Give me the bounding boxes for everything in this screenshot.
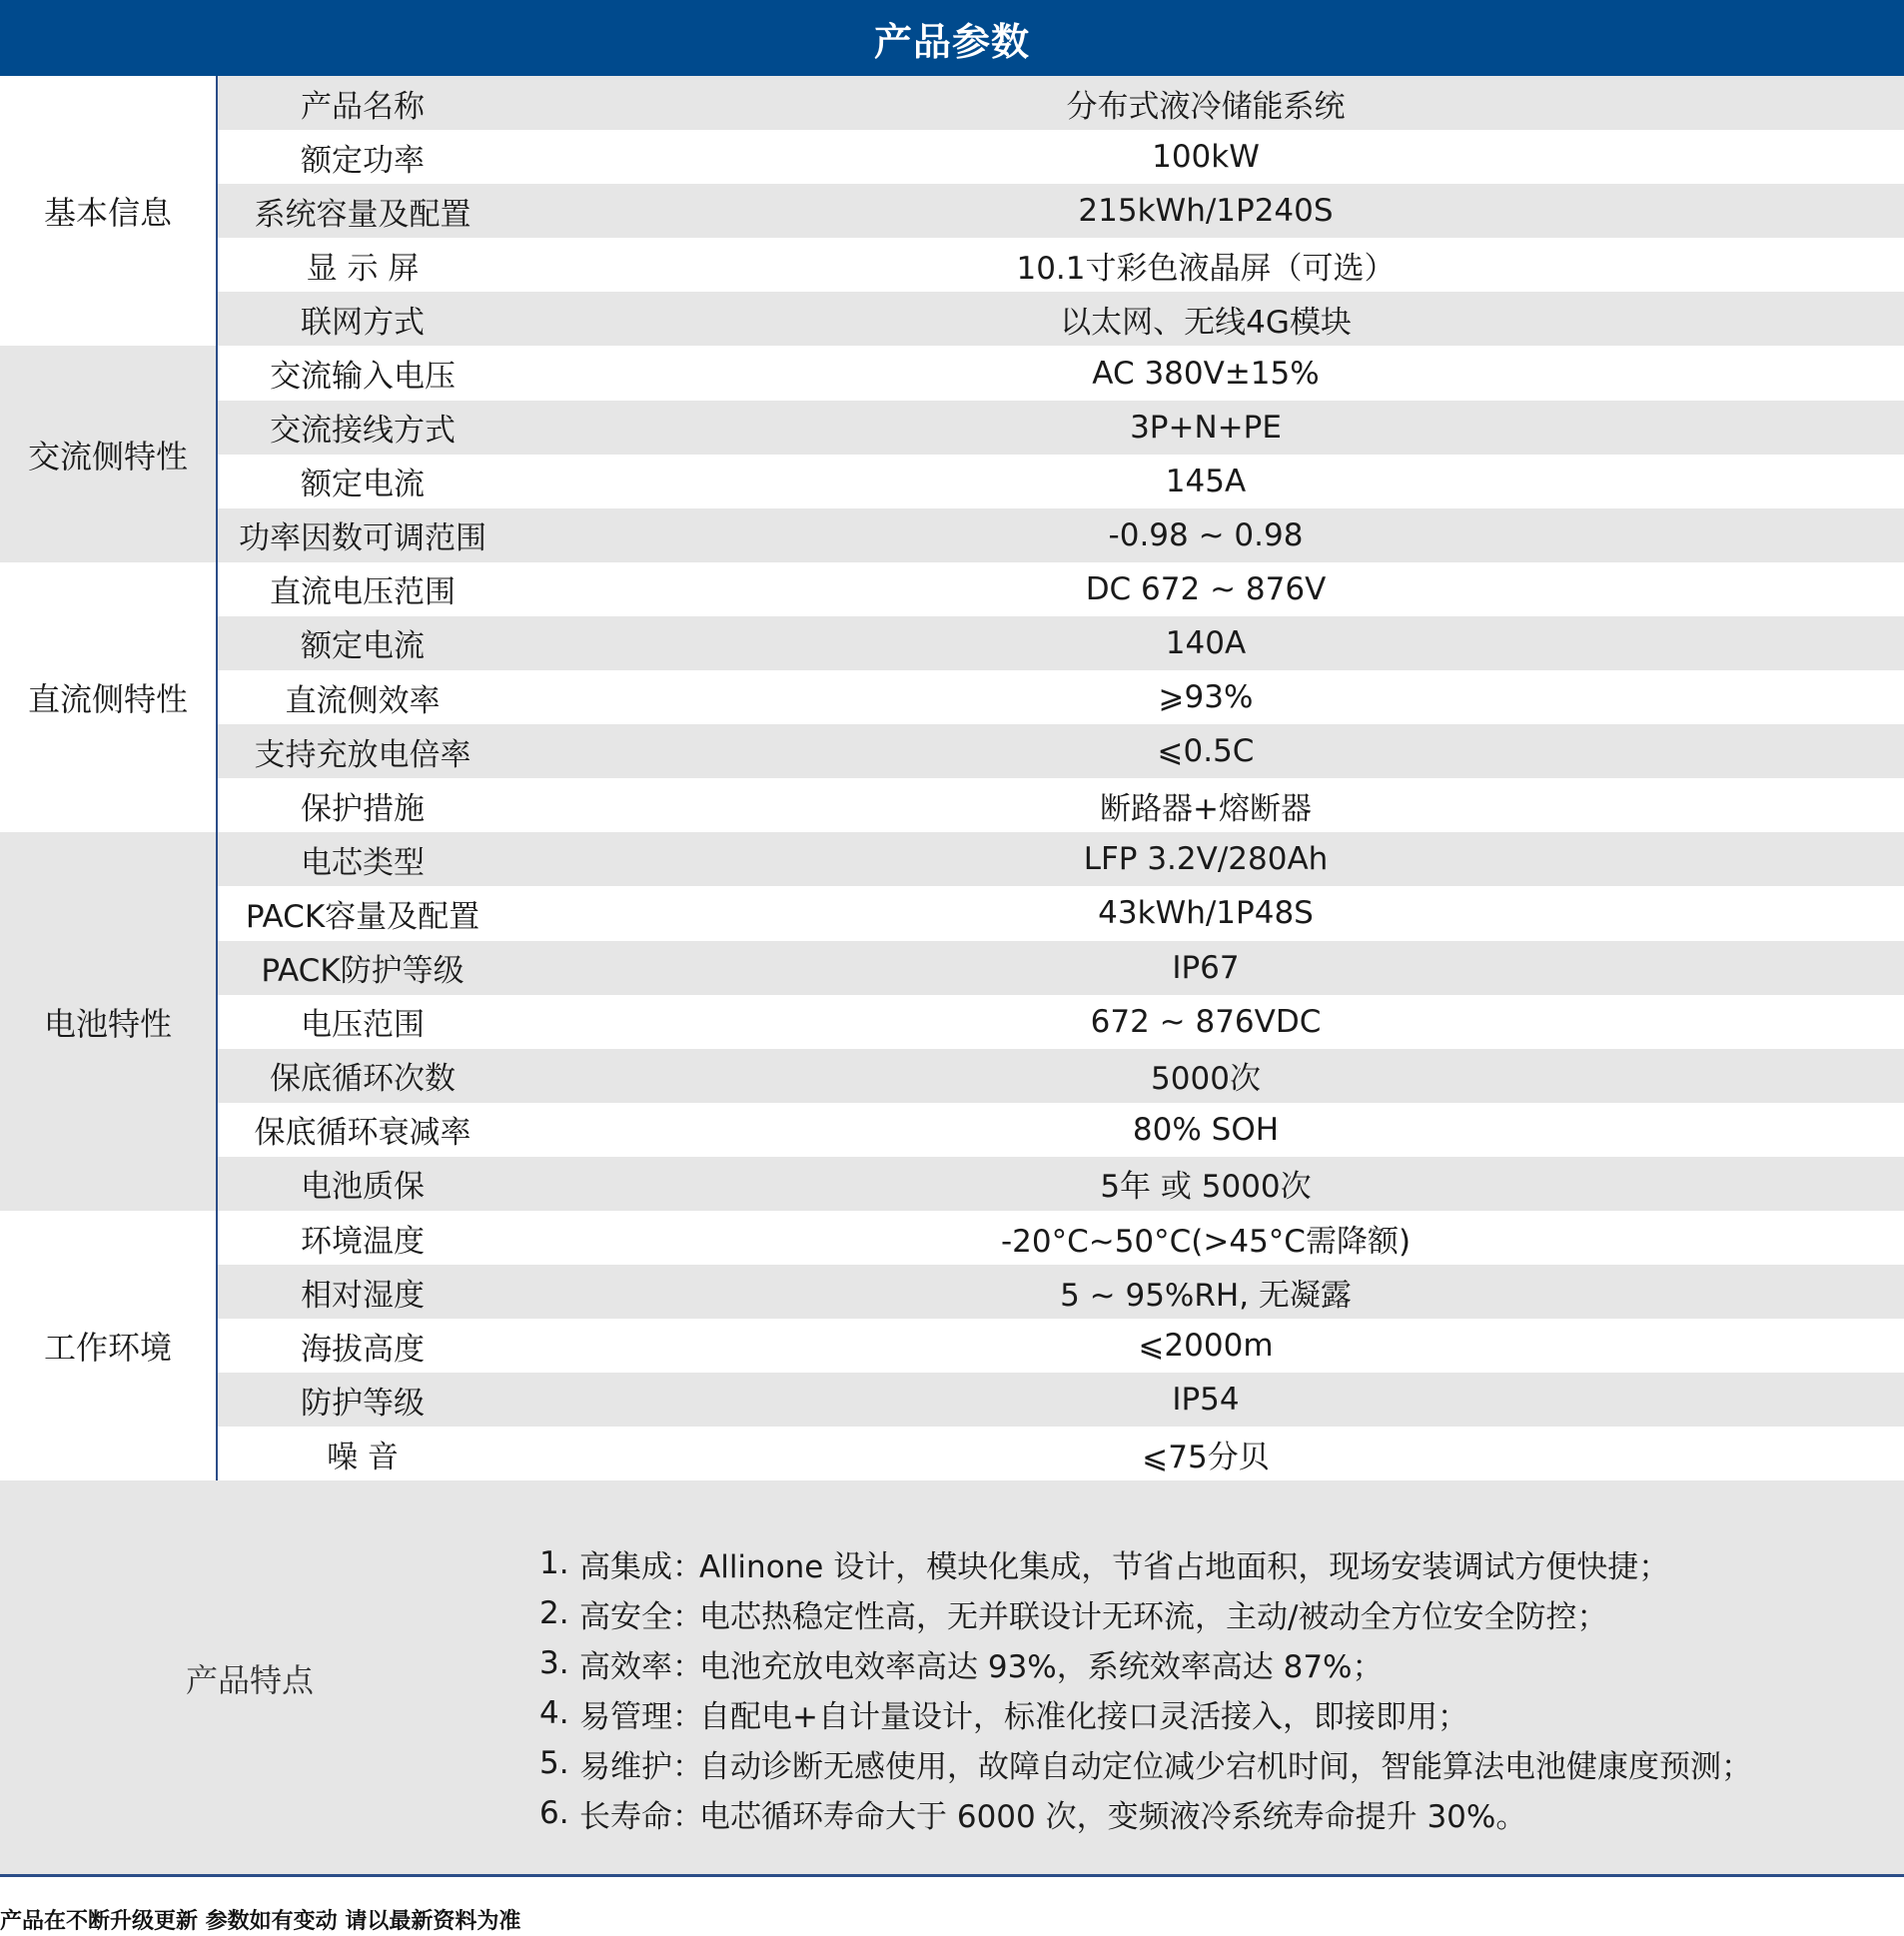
table-row bbox=[218, 455, 1904, 508]
param-value: 断路器+熔断器 bbox=[1100, 790, 1312, 827]
param-name: PACK容量及配置 bbox=[245, 898, 480, 935]
table-row bbox=[218, 346, 1904, 400]
param-name: 联网方式 bbox=[301, 304, 425, 341]
features-label: 产品特点 bbox=[185, 1660, 314, 1699]
param-name: 电芯类型 bbox=[301, 844, 425, 881]
param-value: -0.98 ~ 0.98 bbox=[1108, 516, 1304, 553]
param-value: 5年 或 5000次 bbox=[1100, 1169, 1312, 1206]
table-row bbox=[218, 832, 1904, 886]
feature-number: 1. bbox=[539, 1545, 569, 1581]
param-value: 215kWh/1P240S bbox=[1078, 193, 1334, 230]
param-name: 海拔高度 bbox=[301, 1331, 425, 1368]
list-item bbox=[539, 1588, 1884, 1638]
param-name: 保护措施 bbox=[301, 790, 425, 827]
group-label: 电池特性 bbox=[43, 1004, 172, 1043]
features-section bbox=[0, 1480, 1904, 1875]
param-name: 额定电流 bbox=[301, 467, 425, 503]
param-value: 10.1寸彩色液晶屏（可选） bbox=[1016, 250, 1396, 287]
param-value: ⩾93% bbox=[1158, 679, 1254, 716]
param-name: 交流输入电压 bbox=[270, 359, 456, 396]
param-name: 相对湿度 bbox=[301, 1277, 425, 1314]
table-row bbox=[218, 184, 1904, 238]
table-row bbox=[218, 1157, 1904, 1211]
list-item bbox=[539, 1738, 1884, 1788]
footer-note: 产品在不断升级更新 参数如有变动 请以最新资料为准 bbox=[0, 1909, 521, 1934]
table-row bbox=[218, 1211, 1904, 1265]
feature-desc: Allinone 设计，模块化集成，节省占地面积，现场安装调试方便快捷； bbox=[699, 1548, 1670, 1585]
feature-number: 6. bbox=[539, 1795, 569, 1831]
param-value: 5 ~ 95%RH, 无凝露 bbox=[1060, 1277, 1352, 1314]
param-value: 145A bbox=[1165, 463, 1247, 499]
param-name: 直流电压范围 bbox=[270, 574, 456, 611]
table-row bbox=[218, 670, 1904, 724]
feature-number: 2. bbox=[539, 1595, 569, 1631]
feature-desc: 电池充放电效率高达 93%，系统效率高达 87%； bbox=[699, 1648, 1384, 1685]
param-value: IP67 bbox=[1172, 949, 1240, 986]
param-name: 噪 音 bbox=[327, 1439, 399, 1475]
param-value: 以太网、无线4G模块 bbox=[1060, 304, 1352, 341]
group-environment bbox=[0, 1211, 1904, 1480]
table-row bbox=[218, 76, 1904, 130]
table-row bbox=[218, 401, 1904, 455]
table-row bbox=[218, 508, 1904, 562]
table-row bbox=[218, 562, 1904, 616]
param-value: 100kW bbox=[1152, 139, 1260, 176]
table-row bbox=[218, 616, 1904, 670]
group-label: 直流侧特性 bbox=[27, 680, 188, 719]
table-row bbox=[218, 238, 1904, 292]
param-value: LFP 3.2V/280Ah bbox=[1083, 841, 1329, 878]
feature-desc: 自动诊断无感使用，故障自动定位减少宕机时间，智能算法电池健康度预测； bbox=[699, 1748, 1752, 1785]
param-name: 额定功率 bbox=[301, 142, 425, 179]
param-name: 显 示 屏 bbox=[306, 250, 420, 287]
feature-number: 4. bbox=[539, 1695, 569, 1731]
param-name: PACK防护等级 bbox=[261, 953, 465, 990]
table-row bbox=[218, 130, 1904, 184]
param-value: 80% SOH bbox=[1132, 1111, 1280, 1148]
param-value: 3P+N+PE bbox=[1130, 409, 1282, 446]
features-list bbox=[539, 1538, 1884, 1838]
param-name: 环境温度 bbox=[301, 1223, 425, 1260]
param-value: 分布式液冷储能系统 bbox=[1066, 88, 1346, 125]
param-value: -20°C~50°C(>45°C需降额) bbox=[1000, 1223, 1412, 1260]
param-name: 直流侧效率 bbox=[285, 682, 441, 719]
feature-title: 易管理： bbox=[579, 1698, 703, 1735]
feature-title: 高集成： bbox=[579, 1548, 703, 1585]
param-name: 保底循环次数 bbox=[270, 1061, 456, 1098]
table-row bbox=[218, 941, 1904, 995]
feature-title: 高安全： bbox=[579, 1598, 703, 1635]
group-label: 交流侧特性 bbox=[27, 437, 188, 476]
table-row bbox=[218, 1103, 1904, 1157]
group-label: 基本信息 bbox=[43, 194, 172, 233]
param-name: 保底循环衰减率 bbox=[254, 1115, 472, 1152]
table-row bbox=[218, 1373, 1904, 1427]
table-row bbox=[218, 292, 1904, 346]
table-row bbox=[218, 1265, 1904, 1319]
feature-desc: 自配电+自计量设计，标准化接口灵活接入，即接即用； bbox=[699, 1698, 1468, 1735]
param-name: 系统容量及配置 bbox=[254, 196, 472, 233]
spec-table bbox=[0, 76, 1904, 1480]
param-name: 产品名称 bbox=[301, 88, 425, 125]
feature-number: 5. bbox=[539, 1745, 569, 1781]
feature-title: 易维护： bbox=[579, 1748, 703, 1785]
param-value: 43kWh/1P48S bbox=[1098, 895, 1314, 932]
param-value: 5000次 bbox=[1151, 1061, 1261, 1098]
group-label: 工作环境 bbox=[43, 1329, 172, 1368]
param-value: ⩽0.5C bbox=[1157, 733, 1255, 770]
table-row bbox=[218, 778, 1904, 832]
param-value: DC 672 ~ 876V bbox=[1085, 570, 1327, 607]
page-title: 产品参数 bbox=[0, 0, 1904, 76]
group-dc-side bbox=[0, 562, 1904, 832]
param-name: 电压范围 bbox=[301, 1007, 425, 1044]
param-name: 功率因数可调范围 bbox=[239, 520, 486, 557]
group-ac-side bbox=[0, 346, 1904, 561]
feature-title: 长寿命： bbox=[579, 1798, 703, 1835]
table-row bbox=[218, 1319, 1904, 1373]
param-name: 防护等级 bbox=[301, 1385, 425, 1422]
param-name: 额定电流 bbox=[301, 628, 425, 665]
param-value: IP54 bbox=[1172, 1382, 1240, 1419]
param-name: 交流接线方式 bbox=[270, 413, 456, 450]
table-row bbox=[218, 995, 1904, 1049]
param-name: 电池质保 bbox=[301, 1169, 425, 1206]
table-row bbox=[218, 724, 1904, 778]
feature-desc: 电芯热稳定性高，无并联设计无环流，主动/被动全方位安全防控； bbox=[699, 1598, 1608, 1635]
list-item bbox=[539, 1538, 1884, 1588]
table-row bbox=[218, 1427, 1904, 1480]
param-value: 140A bbox=[1165, 624, 1247, 661]
param-value: ⩽75分贝 bbox=[1142, 1439, 1270, 1475]
table-row bbox=[218, 886, 1904, 940]
feature-desc: 电芯循环寿命大于 6000 次，变频液冷系统寿命提升 30%。 bbox=[699, 1798, 1527, 1835]
param-name: 支持充放电倍率 bbox=[254, 736, 472, 773]
feature-title: 高效率： bbox=[579, 1648, 703, 1685]
bottom-divider bbox=[0, 1874, 1904, 1877]
group-basic-info bbox=[0, 76, 1904, 346]
list-item bbox=[539, 1688, 1884, 1738]
feature-number: 3. bbox=[539, 1645, 569, 1681]
param-value: ⩽2000m bbox=[1138, 1328, 1274, 1365]
param-value: AC 380V±15% bbox=[1092, 355, 1320, 392]
param-value: 672 ~ 876VDC bbox=[1090, 1003, 1322, 1040]
table-row bbox=[218, 1049, 1904, 1103]
list-item bbox=[539, 1788, 1884, 1838]
group-battery bbox=[0, 832, 1904, 1211]
list-item bbox=[539, 1638, 1884, 1688]
